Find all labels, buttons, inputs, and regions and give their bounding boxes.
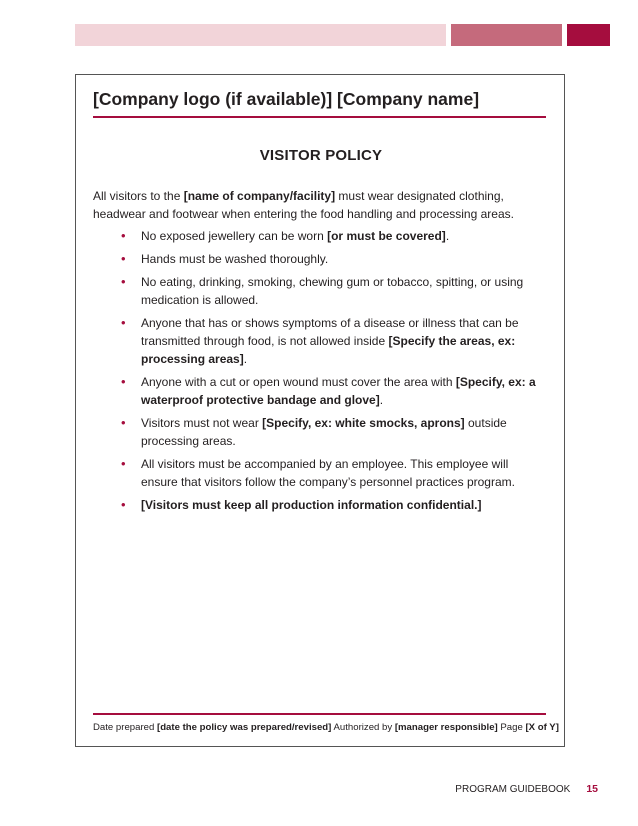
policy-bullets [121, 227, 541, 519]
intro-text-2: must wear designated clothing, headwear and footwear when entering the food handling and processing areas. [93, 189, 514, 221]
date-value: [date the policy was prepared/revised] [157, 722, 332, 733]
bullet-icon: • [121, 456, 126, 471]
company-title: [Company logo (if available)] [Company name] [93, 89, 480, 109]
page-value: [X of Y] [525, 722, 559, 733]
header-band-mid [451, 24, 562, 46]
authorized-value: [manager responsible] [394, 722, 498, 733]
list-item [121, 227, 541, 245]
item-text-end: . [243, 352, 248, 366]
item-text: Visitors must not wear [141, 416, 263, 430]
list-item [121, 496, 541, 514]
bullet-icon: • [121, 415, 126, 430]
list-item [121, 414, 541, 450]
item-placeholder: [Visitors must keep all production information confidential.] [141, 498, 482, 512]
item-text: No exposed jewellery can be worn [141, 229, 328, 243]
list-item [121, 250, 541, 268]
page-footer [455, 783, 598, 795]
item-placeholder: [Specify, ex: a waterproof protective bandage and glove] [141, 375, 536, 407]
policy-intro [93, 187, 548, 223]
item-placeholder: [Specify the areas, ex: processing areas] [141, 334, 516, 366]
bullet-icon: • [121, 274, 126, 289]
item-text: All visitors must be accompanied by an employee. This employee will ensure that visitors follow the company’s personnel practices program. [141, 457, 515, 489]
item-text-end: outside processing areas. [141, 416, 507, 448]
intro-text-1: All visitors to the [93, 189, 184, 203]
bullet-icon: • [121, 315, 126, 330]
date-label: Date prepared [93, 722, 157, 733]
item-text: Anyone that has or shows symptoms of a disease or illness that can be transmitted through food, is not allowed inside [141, 316, 519, 348]
authorized-label: Authorized by [331, 722, 395, 733]
bullet-icon: • [121, 228, 126, 243]
item-text-end: . [379, 393, 384, 407]
item-text-end: . [445, 229, 450, 243]
list-item [121, 314, 541, 368]
page-label: Page [497, 722, 526, 733]
footer-rule [93, 713, 546, 715]
item-text: Hands must be washed thoroughly. [141, 252, 329, 266]
item-placeholder: [or must be covered] [327, 229, 446, 243]
bullet-icon: • [121, 374, 126, 389]
item-text: No eating, drinking, smoking, chewing gum or tobacco, spitting, or using medication is allowed. [141, 275, 524, 307]
bullet-icon: • [121, 251, 126, 266]
policy-frame [75, 74, 565, 747]
page-number: 15 [586, 783, 598, 795]
policy-title: VISITOR POLICY [259, 147, 383, 164]
header-band-dark [567, 24, 610, 46]
guidebook-label: PROGRAM GUIDEBOOK [455, 784, 571, 795]
header-band-light [75, 24, 446, 46]
item-placeholder: [Specify, ex: white smocks, aprons] [262, 416, 465, 430]
bullet-icon: • [121, 497, 126, 512]
item-text: Anyone with a cut or open wound must cover the area with [141, 375, 456, 389]
list-item [121, 455, 541, 491]
approval-line [93, 722, 558, 733]
intro-placeholder: [name of company/facility] [183, 189, 336, 203]
list-item [121, 273, 541, 309]
list-item [121, 373, 541, 409]
title-rule [93, 116, 546, 118]
